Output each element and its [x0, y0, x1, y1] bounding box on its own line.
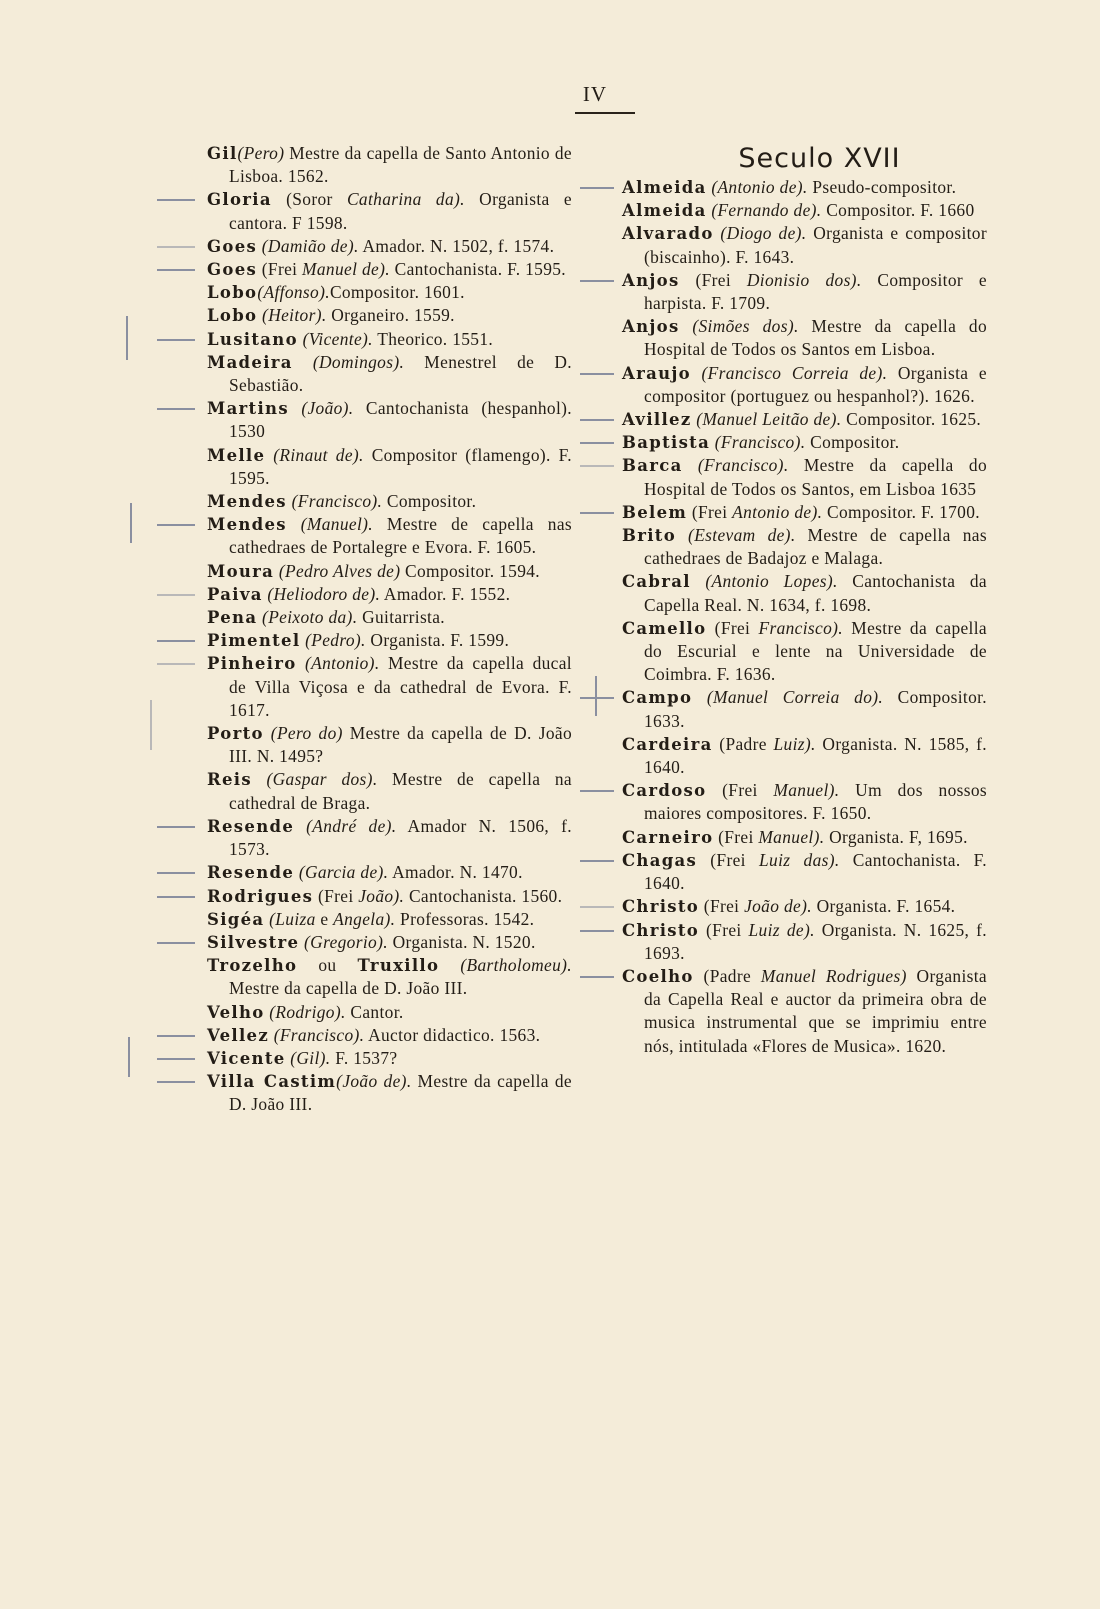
entry-text: Organista e compositor (portuguez ou hespanhol?). 1626.	[644, 362, 987, 406]
entry-vicente	[207, 1047, 572, 1070]
entry-text: Pseudo-compositor.	[807, 177, 957, 197]
entry-text: Organista e cantora. F 1598.	[229, 189, 572, 233]
entry-melle	[207, 444, 572, 490]
entry-mendes-manuel	[207, 513, 572, 559]
entry-barca	[622, 454, 987, 500]
entry-pre: (Frei	[679, 269, 747, 290]
entry-qualifier: Antonio de).	[732, 501, 823, 522]
entry-text: Mestre de capella nas cathedraes de Badajoz e Malaga.	[644, 525, 987, 569]
right-column	[622, 142, 987, 1058]
entry-vellez	[207, 1024, 572, 1047]
entry-pre: (Frei	[697, 849, 760, 870]
entry-qualifier: (Damião de).	[257, 235, 359, 256]
entry-name: Christo	[622, 920, 700, 940]
margin-mark	[157, 246, 195, 248]
entry-pimentel	[207, 629, 572, 652]
entry-name: Carneiro	[622, 827, 714, 847]
margin-mark	[580, 860, 614, 862]
entry-name: Trozelho	[207, 956, 298, 976]
entry-qualifier: (Vicente).	[297, 328, 373, 349]
entry-qualifier: (Simões dos).	[679, 316, 799, 337]
entry-madeira	[207, 351, 572, 397]
entry-name: Mendes	[207, 515, 287, 535]
margin-mark	[157, 269, 195, 271]
entry-text: Organista. F. 1654.	[811, 896, 956, 917]
entry-name: Pinheiro	[207, 654, 297, 674]
entry-chagas	[622, 849, 987, 895]
entry-brito	[622, 524, 987, 570]
margin-cross	[130, 503, 132, 543]
entry-text: Mestre da capella de Santo Antonio de Lisboa. 1562.	[229, 143, 572, 187]
entry-martins	[207, 397, 572, 443]
entry-moura	[207, 560, 572, 583]
entry-belem	[622, 501, 987, 524]
entry-text: Compositor. 1633.	[644, 687, 987, 731]
entry-text: Compositor. 1625.	[841, 409, 982, 430]
margin-mark	[157, 594, 195, 596]
entry-velho	[207, 1001, 572, 1024]
entry-name: Gloria	[207, 190, 272, 210]
entry-silvestre	[207, 931, 572, 954]
margin-mark	[157, 896, 195, 898]
entry-qualifier: (Pedro).	[300, 630, 366, 651]
margin-mark	[580, 187, 614, 189]
entry-qualifier: (Gregorio).	[299, 931, 388, 952]
entry-qualifier: (Francisco).	[269, 1024, 365, 1045]
margin-mark	[580, 280, 614, 282]
margin-mark	[580, 442, 614, 444]
margin-mark	[580, 512, 614, 514]
entry-name: Cardeira	[622, 734, 713, 754]
entry-name: Goes	[207, 236, 258, 256]
entry-pre: (Frei	[706, 780, 774, 801]
entry-cardoso	[622, 779, 987, 825]
entry-qualifier: (Rodrigo).	[264, 1001, 346, 1022]
entry-text: Cantochanista. F. 1595.	[389, 259, 566, 280]
entry-qualifier: (Gil).	[285, 1047, 331, 1068]
entry-name: Barca	[622, 456, 683, 476]
entry-text: Amador. N. 1470.	[388, 862, 523, 883]
entry-text: Compositor.	[382, 491, 477, 512]
entry-text: Mestre da capella do Hospital de Todos os Santos em Lisboa.	[644, 316, 988, 360]
entry-qualifier: (Manuel).	[286, 514, 373, 535]
entry-text: Compositor (flamengo). F. 1595.	[229, 444, 572, 488]
entry-qualifier: (Francisco).	[710, 432, 806, 453]
entry-text: Mestre de capella na cathedral de Braga.	[229, 769, 572, 813]
entry-paiva	[207, 583, 572, 606]
entry-cardeira	[622, 733, 987, 779]
entry-gloria	[207, 188, 572, 234]
entry-cabral	[622, 570, 987, 616]
entry-name: Resende	[207, 863, 295, 883]
entry-qualifier: (André de).	[294, 815, 397, 836]
entry-coelho	[622, 965, 987, 1058]
margin-mark	[580, 930, 614, 932]
entry-name: Camello	[622, 618, 707, 638]
margin-mark	[157, 1035, 195, 1037]
entry-name: Coelho	[622, 966, 694, 986]
entry-text: Cantochanista. 1560.	[404, 885, 563, 906]
entry-qualifier: (Fernando de).	[706, 200, 822, 221]
entry-name: Brito	[622, 526, 677, 546]
entry-qualifier: Luiz de).	[748, 919, 815, 940]
entry-pre: e	[315, 908, 334, 929]
margin-mark	[580, 373, 614, 375]
margin-cross	[150, 700, 152, 750]
entry-text: Mestre da capella de D. João III.	[229, 978, 468, 999]
section-heading: Seculo XVII	[738, 143, 901, 174]
entry-qualifier: Angela).	[333, 908, 396, 929]
entry-text: Cantochanista da Capella Real. N. 1634, f. 1698.	[644, 571, 987, 615]
margin-mark	[580, 976, 614, 978]
entry-pre: (Frei	[706, 617, 759, 638]
entry-text: Compositor. F. 1660	[821, 200, 975, 221]
entry-qualifier: (Rinaut de).	[265, 444, 364, 465]
entry-qualifier: Catharina da).	[346, 189, 465, 210]
entry-gil-pero	[207, 142, 572, 188]
left-column	[207, 142, 572, 1117]
entry-name: Sigéa	[207, 909, 265, 929]
margin-mark	[157, 640, 195, 642]
entry-avillez	[622, 408, 987, 431]
entry-pre: (Soror	[271, 189, 347, 210]
entry-pre: (Frei	[257, 259, 303, 280]
entry-qualifier: (Domingos).	[292, 351, 405, 372]
entry-alvarado	[622, 222, 987, 268]
entry-name: Reis	[207, 770, 252, 790]
entry-qualifier: (João).	[288, 398, 354, 419]
entry-text: Mestre da capella do Hospital de Todos os Santos, em Lisboa 1635	[644, 455, 988, 499]
entry-qualifier: (Francisco).	[682, 455, 789, 476]
entry-name: Silvestre	[207, 932, 300, 952]
page-number-rule	[575, 112, 635, 114]
entry-text: Mestre da capella de D. João III. N. 1495?	[229, 723, 572, 767]
entry-text: Organeiro. 1559.	[326, 305, 455, 326]
entry-qualifier: João).	[358, 885, 405, 906]
entry-qualifier: (Estevam de).	[676, 525, 796, 546]
entry-text: Theorico. 1551.	[372, 328, 494, 349]
entry-text: Compositor. 1601.	[329, 282, 465, 303]
entry-qualifier: João de).	[744, 896, 812, 917]
entry-text: Cantochanista (hespanhol). 1530	[229, 398, 572, 442]
entry-name: Lobo	[207, 306, 258, 326]
entry-qualifier: (João de).	[336, 1071, 412, 1092]
entry-qualifier: (Gaspar dos).	[251, 769, 378, 790]
entry-text: Amador. N. 1502, f. 1574.	[358, 235, 555, 256]
entry-qualifier: (Peixoto da).	[257, 607, 358, 628]
margin-mark	[157, 524, 195, 526]
entry-text: Organista. N. 1585, f. 1640.	[644, 733, 987, 778]
entry-qualifier: (Pero)	[237, 143, 285, 163]
entry-christo-luiz	[622, 919, 987, 965]
entry-pre: (Frei	[713, 826, 759, 847]
entry-villa-castim	[207, 1070, 572, 1116]
entry-name: Mendes	[207, 492, 287, 512]
entry-text: Organista. F, 1695.	[824, 826, 968, 847]
entry-qualifier: (Manuel Leitão de).	[691, 409, 842, 430]
entry-text: Cantor.	[345, 1001, 404, 1022]
entry-text: Organista e compositor (biscainho). F. 1643.	[644, 223, 987, 267]
entry-trozelho	[207, 954, 572, 1000]
margin-mark	[157, 663, 195, 665]
margin-mark	[580, 790, 614, 792]
entry-text: Compositor.	[805, 432, 900, 453]
entry-pena	[207, 606, 572, 629]
entry-text: Auctor didactico. 1563.	[364, 1024, 541, 1045]
entry-pre: (Frei	[699, 919, 749, 940]
entry-anjos-dionisio	[622, 269, 987, 315]
entry-qualifier: Manuel).	[758, 826, 825, 847]
entry-baptista	[622, 431, 987, 454]
entry-pre: (Padre	[693, 965, 761, 986]
entry-text: Compositor. 1594.	[400, 560, 541, 581]
entry-qualifier: (Heliodoro de).	[262, 583, 381, 604]
entry-text: Amador N. 1506, f. 1573.	[229, 815, 572, 860]
entry-name: Almeida	[622, 201, 707, 221]
entry-name: Cabral	[622, 572, 691, 592]
entry-text: Cantochanista. F. 1640.	[644, 849, 987, 894]
entry-qualifier: Luiz das).	[759, 849, 840, 870]
entry-qualifier: (Luiza	[264, 908, 316, 929]
margin-mark	[157, 1058, 195, 1060]
entry-name: Paiva	[207, 584, 263, 604]
entry-qualifier: (Antonio de).	[706, 177, 808, 197]
entry-qualifier: (Manuel Correia do).	[692, 687, 884, 708]
entry-text: Menestrel de D. Sebastião.	[229, 351, 572, 396]
entry-qualifier: (Bartholomeu).	[439, 955, 572, 976]
entry-name: Anjos	[622, 317, 680, 337]
entry-almeida-antonio	[622, 176, 987, 199]
entry-name: Baptista	[622, 433, 711, 453]
entry-pre: (Padre	[712, 733, 774, 754]
entry-qualifier: (Garcia de).	[294, 862, 389, 883]
entry-name: Madeira	[207, 352, 293, 372]
entry-name-alt: Truxillo	[357, 956, 440, 976]
entry-text: Um dos nossos maiores compositores. F. 1650.	[644, 780, 988, 824]
entry-lobo-affonso	[207, 281, 572, 304]
entry-name: Campo	[622, 688, 693, 708]
entry-qualifier: Manuel de).	[302, 259, 390, 280]
entry-mendes-francisco	[207, 490, 572, 513]
entry-text: Mestre da capella de D. João III.	[229, 1071, 572, 1115]
margin-mark	[580, 465, 614, 467]
margin-cross	[128, 1037, 130, 1077]
entry-name: Vellez	[207, 1025, 269, 1045]
entry-qualifier: Manuel Rodrigues)	[760, 965, 907, 986]
entry-name: Anjos	[622, 270, 680, 290]
entry-text: Amador. F. 1552.	[380, 583, 511, 604]
entry-qualifier: (Francisco Correia de).	[690, 362, 888, 383]
entry-text: F. 1537?	[330, 1047, 398, 1068]
entry-name: Vicente	[207, 1048, 286, 1068]
entry-text: Organista. N. 1625, f. 1693.	[644, 919, 987, 963]
entry-qualifier: (Pedro Alves de)	[274, 560, 401, 581]
entry-resende-garcia	[207, 861, 572, 884]
entry-pre: (Frei	[687, 501, 733, 522]
entry-name: Avillez	[622, 410, 692, 430]
entry-qualifier: Dionisio dos).	[746, 269, 862, 290]
entry-name: Villa Castim	[207, 1072, 337, 1092]
entry-name: Moura	[207, 561, 275, 581]
entry-text: Professoras. 1542.	[395, 908, 535, 929]
entry-text: Compositor. F. 1700.	[822, 501, 980, 522]
entry-name: Almeida	[622, 178, 707, 197]
entry-almeida-fernando	[622, 199, 987, 222]
entry-name: Rodrigues	[207, 886, 314, 906]
entry-goes-manuel	[207, 258, 572, 281]
entry-araujo	[622, 362, 987, 408]
entry-name: Resende	[207, 816, 295, 836]
entry-lusitano	[207, 328, 572, 351]
entry-text: Mestre da capella ducal de Villa Viçosa e da cathedral de Evora. F. 1617.	[229, 653, 572, 720]
margin-mark	[157, 942, 195, 944]
margin-mark	[157, 408, 195, 410]
entry-name: Pimentel	[207, 631, 301, 651]
entry-name: Melle	[207, 445, 266, 465]
entry-lobo-heitor	[207, 304, 572, 327]
entry-reis	[207, 768, 572, 814]
margin-cross	[126, 316, 128, 360]
entry-name: Christo	[622, 897, 700, 917]
entry-text: Mestre de capella nas cathedraes de Portalegre e Evora. F. 1605.	[229, 514, 572, 558]
margin-mark	[157, 339, 195, 341]
entry-name: Alvarado	[622, 224, 714, 244]
margin-mark	[157, 826, 195, 828]
entry-name: Lobo	[207, 283, 258, 303]
entry-text: Organista da Capella Real e auctor da primeira obra de musica instrumental que se imprimiu entre nós, intitulada «Flores de Musica». 1620.	[644, 965, 987, 1056]
entry-qualifier: (Antonio Lopes).	[690, 571, 838, 592]
entry-name: Porto	[207, 724, 264, 744]
entry-anjos-simoes	[622, 315, 987, 361]
margin-mark	[157, 872, 195, 874]
entry-name: Martins	[207, 399, 289, 419]
page-number: IV	[582, 82, 608, 106]
entry-christo-joao	[622, 895, 987, 918]
entry-qualifier: (Pero do)	[263, 723, 343, 744]
entry-text: Mestre da capella do Escurial e lente na Universidade de Coimbra. F. 1636.	[644, 617, 987, 685]
entry-carneiro	[622, 826, 987, 849]
entry-qualifier: (Heitor).	[257, 305, 327, 326]
entry-qualifier: Luiz).	[773, 733, 816, 754]
entry-pinheiro	[207, 652, 572, 722]
entry-name: Araujo	[622, 363, 691, 383]
entry-goes-damiao	[207, 235, 572, 258]
entry-qualifier: (Antonio).	[296, 653, 380, 674]
margin-cross	[595, 676, 597, 716]
entry-qualifier: (Affonso).	[257, 282, 330, 303]
entry-name: Pena	[207, 608, 258, 628]
entry-qualifier: (Francisco).	[286, 491, 383, 512]
margin-mark	[157, 1081, 195, 1083]
entry-sigea	[207, 908, 572, 931]
entry-text: Guitarrista.	[357, 607, 446, 628]
entry-resende-andre	[207, 815, 572, 861]
entry-text: Organista. F. 1599.	[365, 630, 510, 651]
entry-text: Organista. N. 1520.	[387, 931, 536, 952]
entry-qualifier: Francisco).	[758, 617, 844, 638]
entry-name: Velho	[207, 1002, 265, 1022]
entry-name: Belem	[622, 502, 688, 522]
entry-porto	[207, 722, 572, 768]
entry-name: Lusitano	[207, 329, 298, 349]
margin-mark	[580, 906, 614, 908]
entry-pre: (Frei	[699, 896, 745, 917]
margin-mark	[580, 697, 614, 699]
entry-campo	[622, 686, 987, 732]
entry-rodrigues	[207, 885, 572, 908]
entry-camello	[622, 617, 987, 687]
entry-name: Goes	[207, 260, 258, 280]
entry-pre: ou	[297, 955, 358, 976]
entry-qualifier: Manuel).	[773, 780, 840, 801]
entry-name: Cardoso	[622, 781, 707, 801]
entry-text: Compositor e harpista. F. 1709.	[644, 269, 987, 314]
margin-mark	[580, 419, 614, 421]
entry-qualifier: (Diogo de).	[713, 223, 807, 244]
entry-name: Gil	[207, 144, 238, 163]
entry-pre: (Frei	[313, 885, 359, 906]
entry-name: Chagas	[622, 850, 698, 870]
margin-mark	[157, 199, 195, 201]
